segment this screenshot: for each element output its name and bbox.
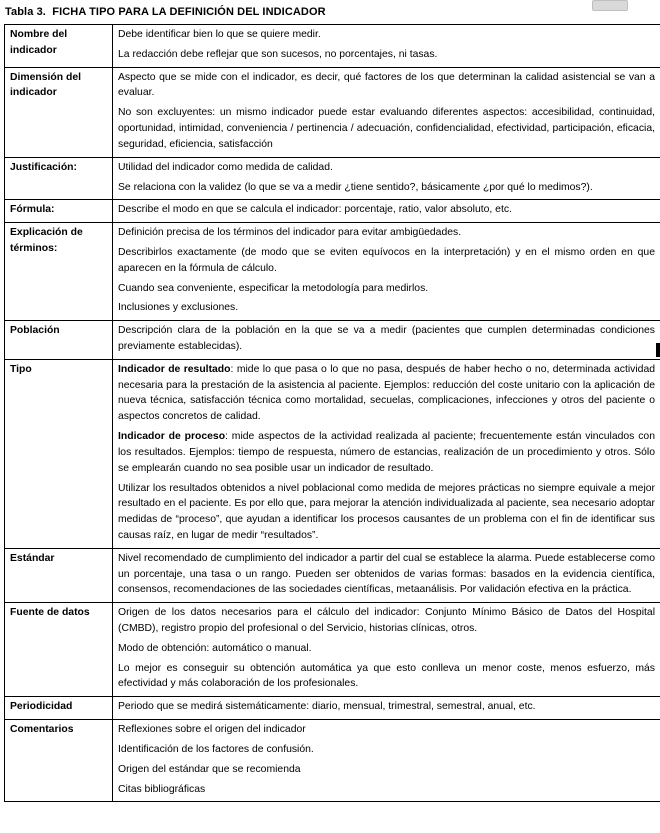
row-label: Tipo (5, 359, 113, 548)
description-paragraph: Nivel recomendado de cumplimiento del indicador a partir del cual se establece la alarma. Puede establecerse como un porcentaje, una tasa o un rango. Pueden ser obtenidos de varias formas: basados en la evidencia científica, consensos, recomendaciones de las sociedades científicas, metaanálisis. Por validación efectiva en la práctica. (118, 552, 655, 596)
description-paragraph: Inclusiones y exclusiones. (118, 302, 239, 314)
description-paragraph: Descripción clara de la población en la que se va a medir (pacientes que cumplen determinadas condiciones previamente establecidas). (118, 325, 655, 352)
row-label: Población (5, 321, 113, 360)
row-description (113, 697, 660, 720)
row-label: Explicación de términos: (5, 223, 113, 321)
description-paragraph: Indicador de resultado: mide lo que pasa o lo que no pasa, después de haber hecho o no, determinada actividad necesaria para la prestación de la asistencia al paciente. Ejemplos: reducción del coste unitario con la aplicación de nueva técnica, satisfacción técnica como mortalidad, secuelas, complicaciones, infecciones y otros del paciente o aspectos concretos de calidad. (118, 363, 656, 423)
row-description (113, 223, 660, 321)
table-row (5, 223, 660, 321)
indicator-table-body (5, 25, 660, 802)
description-paragraph: Debe identificar bien lo que se quiere medir. (118, 29, 321, 40)
paragraph-lead: Indicador de resultado (118, 363, 231, 375)
table-row (5, 200, 660, 223)
table-row (5, 720, 660, 802)
table-row (5, 25, 660, 68)
table-row (5, 321, 660, 360)
table-row (5, 603, 660, 697)
row-description (113, 321, 660, 360)
row-label: Nombre del indicador (5, 25, 113, 68)
row-label: Dimensión del indicador (5, 67, 113, 157)
description-paragraph: Cuando sea conveniente, especificar la metodología para medirlos. (118, 282, 429, 294)
table-caption: Tabla 3. FICHA TIPO PARA LA DEFINICIÓN DEL INDICADOR (5, 6, 326, 18)
indicator-definition-table (4, 24, 660, 802)
row-description (113, 25, 660, 68)
row-label: Comentarios (5, 720, 113, 802)
table-row (5, 697, 660, 720)
row-label: Periodicidad (5, 697, 113, 720)
description-paragraph: Describe el modo en que se calcula el indicador: porcentaje, ratio, valor absoluto, etc. (118, 204, 512, 216)
scrollbar-mark (656, 343, 660, 357)
table-row (5, 157, 660, 200)
row-label: Fórmula: (5, 200, 113, 223)
description-paragraph: Describirlos exactamente (de modo que se eviten equívocos en la interpretación) y en el mismo orden en que aparecen en la fórmula de cálculo. (118, 246, 655, 274)
description-paragraph: No son excluyentes: un mismo indicador puede estar evaluando diferentes aspectos: accesibilidad, continuidad, oportunidad, intimidad, conveniencia / pertinencia / adecuación, confidencialidad, efectividad, participación, eficacia, seguridad, eficiencia, satisfacción (118, 107, 655, 150)
description-paragraph: Origen de los datos necesarios para el cálculo del indicador: Conjunto Mínimo Básico de Datos del Hospital (CMBD), registro propio del profesional o del Servicio, historias clínicas, otros. (118, 607, 655, 634)
row-description (113, 67, 660, 157)
description-paragraph: Definición precisa de los términos del indicador para evitar ambigüedades. (118, 227, 462, 239)
description-paragraph: Aspecto que se mide con el indicador, es decir, qué factores de los que determinan la calidad asistencial se van a evaluar. (118, 71, 655, 99)
row-description (113, 359, 660, 548)
description-paragraph: Identificación de los factores de confusión. (118, 743, 314, 755)
description-paragraph: Indicador de proceso: mide aspectos de la actividad realizada al paciente; frecuentemente están vinculados con los resultados. Ejemplos: tiempo de respuesta, número de estancias, realización de un procedimiento y otros. Sólo se emplearán cuando no sea posible usar un indicador de resultado. (118, 431, 655, 474)
row-description (113, 200, 660, 223)
table-row (5, 359, 660, 548)
paragraph-lead: Indicador de proceso (118, 431, 226, 443)
table-row (5, 67, 660, 157)
description-paragraph: Se relaciona con la validez (lo que se va a medir ¿tiene sentido?, básicamente ¿por qué lo medimos?). (118, 181, 593, 193)
description-paragraph: La redacción debe reflejar que son sucesos, no porcentajes, ni tasas. (118, 48, 438, 60)
table-row (5, 548, 660, 602)
description-paragraph: Utilidad del indicador como medida de calidad. (118, 161, 333, 173)
row-description (113, 720, 660, 802)
description-paragraph: Periodo que se medirá sistemáticamente: diario, mensual, trimestral, semestral, anual, etc. (118, 701, 536, 713)
description-paragraph: Origen del estándar que se recomienda (118, 763, 301, 775)
row-label: Estándar (5, 548, 113, 602)
description-paragraph: Utilizar los resultados obtenidos a nivel poblacional como medida de mejores prácticas no siempre equivale a mejor resultado en el paciente. Es por ello que, para mejorar la atención individualizada al paciente, sea necesario adoptar medidas de “proceso”, que ayudan a identificar los procesos causantes de un problema con el fin de identificar sus causas raíz, en lugar de medir “resultados”. (118, 482, 655, 541)
description-paragraph: Citas bibliográficas (118, 783, 206, 795)
description-paragraph: Modo de obtención: automático o manual. (118, 642, 312, 654)
description-paragraph: Reflexiones sobre el origen del indicador (118, 724, 306, 736)
window-fragment (592, 0, 628, 11)
description-paragraph: Lo mejor es conseguir su obtención automática ya que esto conlleva un menor coste, menos esfuerzo, más efectividad y más colaboración de los profesionales. (118, 662, 655, 690)
row-description (113, 603, 660, 697)
row-label: Justificación: (5, 157, 113, 200)
row-description (113, 548, 660, 602)
row-label: Fuente de datos (5, 603, 113, 697)
row-description (113, 157, 660, 200)
